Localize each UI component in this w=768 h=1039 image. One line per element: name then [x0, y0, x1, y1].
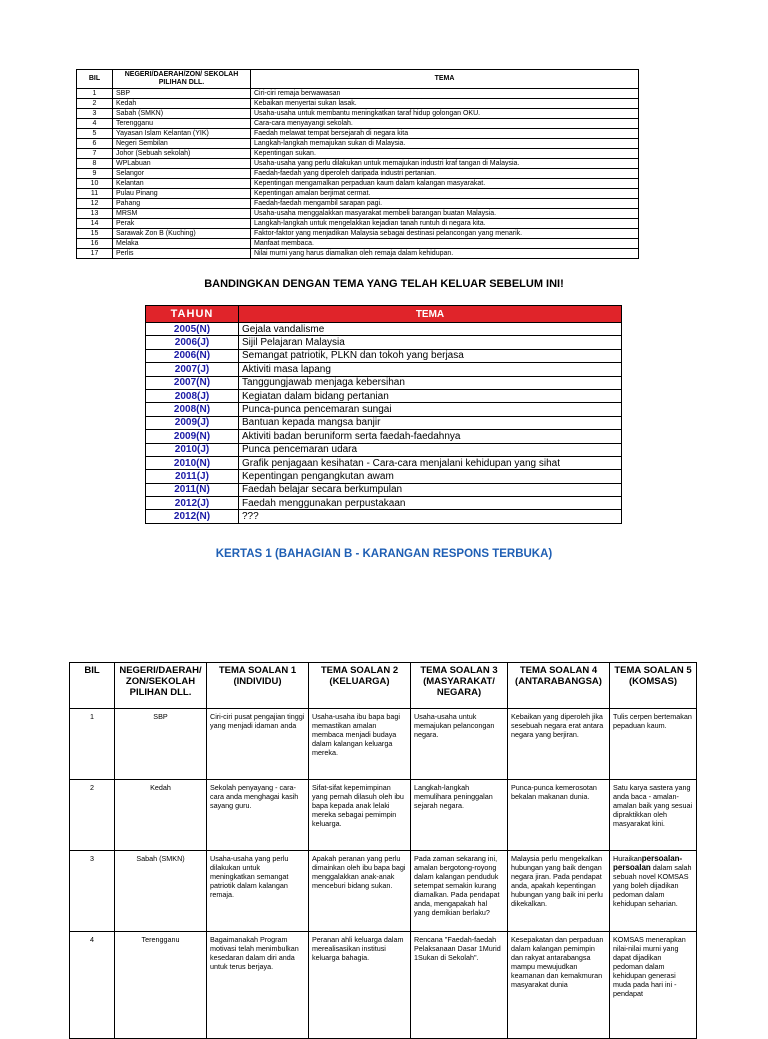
cell-bil: 16 — [77, 239, 113, 249]
table-row — [146, 363, 622, 376]
cell-tahun: 2010(N) — [146, 456, 239, 469]
table-row — [146, 336, 622, 349]
table-row — [77, 169, 639, 179]
cell-negeri: Negeri Sembilan — [113, 139, 251, 149]
cell-soalan-4: Punca-punca kemerosotan bekalan makanan dunia. — [508, 780, 610, 851]
text: dalam salah sebuah novel KOMSAS yang boleh dijadikan pedoman dalam kehidupan seharian. — [613, 863, 692, 908]
cell-negeri: Perak — [113, 219, 251, 229]
cell-tema: Kepentingan sukan. — [251, 149, 639, 159]
cell-tahun: 2006(N) — [146, 349, 239, 362]
cell-tahun: 2007(N) — [146, 376, 239, 389]
text: Huraikan — [613, 854, 642, 863]
table-row — [77, 229, 639, 239]
header-soalan-5: TEMA SOALAN 5 (KOMSAS) — [610, 663, 697, 709]
table-row — [146, 376, 622, 389]
table-header-row — [146, 306, 622, 323]
cell-soalan-5 — [610, 851, 697, 932]
table-row — [146, 470, 622, 483]
cell-tema: Gejala vandalisme — [239, 323, 622, 336]
table-row — [77, 99, 639, 109]
table-header-row — [77, 70, 639, 89]
cell-soalan-3: Langkah-langkah memulihara peninggalan sejarah negara. — [411, 780, 508, 851]
cell-bil: 1 — [77, 89, 113, 99]
cell-tema: Kepentingan mengamalkan perpaduan kaum dalam kalangan masyarakat. — [251, 179, 639, 189]
table-row — [146, 510, 622, 523]
cell-bil: 4 — [77, 119, 113, 129]
header-negeri: NEGERI/DAERAH/ ZON/SEKOLAH PILIHAN DLL. — [115, 663, 207, 709]
cell-soalan-2: Usaha-usaha ibu bapa bagi memastikan amalan membaca menjadi budaya dalam kalangan keluarga mereka. — [309, 709, 411, 780]
cell-tahun: 2011(J) — [146, 470, 239, 483]
cell-soalan-5: KOMSAS menerapkan nilai-nilai murni yang dapat dijadikan pedoman dalam kehidupan generasi muda pada hari ini - pendapat — [610, 932, 697, 1039]
table-row — [77, 109, 639, 119]
cell-tahun: 2005(N) — [146, 323, 239, 336]
cell-tema: Faktor-faktor yang menjadikan Malaysia sebagai destinasi pelancongan yang menarik. — [251, 229, 639, 239]
cell-tema: Usaha-usaha untuk membantu meningkatkan taraf hidup golongan OKU. — [251, 109, 639, 119]
cell-soalan-5: Tulis cerpen bertemakan pepaduan kaum. — [610, 709, 697, 780]
cell-tema: Langkah-langkah memajukan sukan di Malaysia. — [251, 139, 639, 149]
cell-tahun: 2008(N) — [146, 403, 239, 416]
cell-tema: Kepentingan amalan berjimat cermat. — [251, 189, 639, 199]
cell-negeri: Selangor — [113, 169, 251, 179]
cell-negeri: Kedah — [115, 780, 207, 851]
cell-tahun: 2012(N) — [146, 510, 239, 523]
table-row — [146, 456, 622, 469]
cell-bil: 14 — [77, 219, 113, 229]
cell-bil: 9 — [77, 169, 113, 179]
table-row — [77, 249, 639, 259]
cell-tema: Usaha-usaha menggalakkan masyarakat membeli barangan buatan Malaysia. — [251, 209, 639, 219]
cell-bil: 2 — [77, 99, 113, 109]
cell-bil: 13 — [77, 209, 113, 219]
cell-bil: 2 — [70, 780, 115, 851]
cell-tema: Ciri-ciri remaja berwawasan — [251, 89, 639, 99]
cell-tahun: 2010(J) — [146, 443, 239, 456]
table-row — [77, 189, 639, 199]
header-bil: BIL — [70, 663, 115, 709]
table-row — [146, 497, 622, 510]
cell-soalan-3: Usaha-usaha untuk memajukan pelancongan negara. — [411, 709, 508, 780]
cell-tema: Punca-punca pencemaran sungai — [239, 403, 622, 416]
table-row — [77, 209, 639, 219]
cell-bil: 10 — [77, 179, 113, 189]
cell-tema: Faedah-faedah mengambil sarapan pagi. — [251, 199, 639, 209]
cell-bil: 1 — [70, 709, 115, 780]
cell-tema: Semangat patriotik, PLKN dan tokoh yang berjasa — [239, 349, 622, 362]
table-row — [146, 403, 622, 416]
bold-keyword: persoalan-persoalan — [613, 854, 683, 872]
table-row — [77, 199, 639, 209]
table-body — [146, 323, 622, 524]
cell-negeri: Kelantan — [113, 179, 251, 189]
cell-tema: Kepentingan pengangkutan awam — [239, 470, 622, 483]
cell-soalan-1: Ciri-ciri pusat pengajian tinggi yang menjadi idaman anda — [207, 709, 309, 780]
cell-bil: 8 — [77, 159, 113, 169]
compare-heading: BANDINGKAN DENGAN TEMA YANG TELAH KELUAR SEBELUM INI! — [204, 278, 564, 290]
state-theme-table — [76, 69, 639, 259]
header-bil: BIL — [77, 70, 113, 89]
cell-negeri: Terengganu — [113, 119, 251, 129]
cell-soalan-1: Sekolah penyayang - cara-cara anda menghagai kasih sayang guru. — [207, 780, 309, 851]
cell-tema: Punca pencemaran udara — [239, 443, 622, 456]
cell-soalan-2: Peranan ahli keluarga dalam merealisasikan institusi keluarga bahagia. — [309, 932, 411, 1039]
table-row — [70, 932, 697, 1039]
cell-tahun: 2009(J) — [146, 416, 239, 429]
cell-soalan-3: Pada zaman sekarang ini, amalan bergotong-royong dalam kalangan penduduk setempat semakin kurang diamalkan. Pada pendapat anda, mengapakah hal yang demikian berlaku? — [411, 851, 508, 932]
cell-soalan-2: Apakah peranan yang perlu dimainkan oleh ibu bapa bagi menggalakkan anak-anak menceburi bidang sukan. — [309, 851, 411, 932]
table-body — [77, 89, 639, 259]
cell-tema: Tanggungjawab menjaga kebersihan — [239, 376, 622, 389]
table-header-row — [70, 663, 697, 709]
cell-negeri: SBP — [115, 709, 207, 780]
cell-tema: Kegiatan dalam bidang pertanian — [239, 389, 622, 402]
cell-negeri: Terengganu — [115, 932, 207, 1039]
cell-tema: ??? — [239, 510, 622, 523]
cell-tema: Aktiviti masa lapang — [239, 363, 622, 376]
cell-tema: Kebaikan menyertai sukan lasak. — [251, 99, 639, 109]
table-row — [146, 416, 622, 429]
cell-soalan-1: Bagaimanakah Program motivasi telah menimbulkan kesedaran dalam diri anda untuk terus berjaya. — [207, 932, 309, 1039]
cell-negeri: Sarawak Zon B (Kuching) — [113, 229, 251, 239]
table-row — [77, 179, 639, 189]
cell-soalan-4: Malaysia perlu mengekalkan hubungan yang baik dengan negara jiran. Pada pendapat anda, apakah kepentingan hubungan yang baik ini perlu dikekalkan. — [508, 851, 610, 932]
table-row — [70, 780, 697, 851]
cell-tahun: 2012(J) — [146, 497, 239, 510]
table-row — [146, 389, 622, 402]
cell-soalan-4: Kebaikan yang diperoleh jika sesebuah negara erat antara negara yang berjiran. — [508, 709, 610, 780]
cell-tema: Aktiviti badan beruniform serta faedah-faedahnya — [239, 430, 622, 443]
cell-soalan-5: Satu karya sastera yang anda baca - amalan-amalan baik yang sesuai dipraktikkan oleh masyarakat kini. — [610, 780, 697, 851]
table-row — [77, 149, 639, 159]
header-soalan-2: TEMA SOALAN 2 (KELUARGA) — [309, 663, 411, 709]
cell-negeri: Melaka — [113, 239, 251, 249]
table-row — [77, 219, 639, 229]
cell-tema: Sijil Pelajaran Malaysia — [239, 336, 622, 349]
past-themes-table — [145, 305, 622, 524]
table-row — [77, 139, 639, 149]
cell-negeri: Perlis — [113, 249, 251, 259]
cell-bil: 3 — [70, 851, 115, 932]
cell-bil: 5 — [77, 129, 113, 139]
table-row — [146, 443, 622, 456]
cell-tahun: 2008(J) — [146, 389, 239, 402]
cell-bil: 17 — [77, 249, 113, 259]
cell-soalan-3: Rencana "Faedah-faedah Pelaksanaan Dasar 1Murid 1Sukan di Sekolah". — [411, 932, 508, 1039]
cell-bil: 4 — [70, 932, 115, 1039]
header-soalan-3: TEMA SOALAN 3 (MASYARAKAT/ NEGARA) — [411, 663, 508, 709]
cell-tema: Faedah menggunakan perpustakaan — [239, 497, 622, 510]
header-soalan-1: TEMA SOALAN 1 (INDIVIDU) — [207, 663, 309, 709]
cell-tahun: 2011(N) — [146, 483, 239, 496]
table-row — [77, 119, 639, 129]
header-tema: TEMA — [239, 306, 622, 323]
cell-bil: 7 — [77, 149, 113, 159]
cell-negeri: Kedah — [113, 99, 251, 109]
cell-negeri: Pahang — [113, 199, 251, 209]
cell-tema: Langkah-langkah untuk mengelakkan kejadian tanah runtuh di negara kita. — [251, 219, 639, 229]
cell-tahun: 2009(N) — [146, 430, 239, 443]
cell-negeri: SBP — [113, 89, 251, 99]
cell-tema: Faedah melawat tempat bersejarah di negara kita — [251, 129, 639, 139]
essay-theme-table — [69, 662, 697, 1039]
cell-tahun: 2007(J) — [146, 363, 239, 376]
cell-tema: Usaha-usaha yang perlu dilakukan untuk memajukan industri kraf tangan di Malaysia. — [251, 159, 639, 169]
cell-bil: 12 — [77, 199, 113, 209]
cell-tema: Faedah-faedah yang diperoleh daripada industri pertanian. — [251, 169, 639, 179]
cell-negeri: Sabah (SMKN) — [115, 851, 207, 932]
table-row — [70, 709, 697, 780]
cell-tahun: 2006(J) — [146, 336, 239, 349]
cell-negeri: Yayasan Islam Kelantan (YIK) — [113, 129, 251, 139]
cell-negeri: Johor (Sebuah sekolah) — [113, 149, 251, 159]
cell-tema: Manfaat membaca. — [251, 239, 639, 249]
cell-bil: 3 — [77, 109, 113, 119]
cell-tema: Bantuan kepada mangsa banjir — [239, 416, 622, 429]
cell-tema: Faedah belajar secara berkumpulan — [239, 483, 622, 496]
cell-tema: Grafik penjagaan kesihatan - Cara-cara menjalani kehidupan yang sihat — [239, 456, 622, 469]
table-row — [77, 89, 639, 99]
table-row — [146, 430, 622, 443]
table-row — [77, 159, 639, 169]
table-row — [77, 129, 639, 139]
cell-soalan-1: Usaha-usaha yang perlu dilakukan untuk meningkatkan semangat patriotik dalam kalangan remaja. — [207, 851, 309, 932]
cell-bil: 6 — [77, 139, 113, 149]
cell-soalan-2: Sifat-sifat kepemimpinan yang pernah dilasuh oleh ibu bapa kepada anak lelaki mereka sebagai pemimpin keluarga. — [309, 780, 411, 851]
header-soalan-4: TEMA SOALAN 4 (ANTARABANGSA) — [508, 663, 610, 709]
cell-negeri: Pulau Pinang — [113, 189, 251, 199]
table-row — [146, 483, 622, 496]
cell-negeri: MRSM — [113, 209, 251, 219]
table-row — [70, 851, 697, 932]
cell-bil: 11 — [77, 189, 113, 199]
kertas-heading: KERTAS 1 (BAHAGIAN B - KARANGAN RESPONS TERBUKA) — [215, 548, 553, 560]
cell-negeri: Sabah (SMKN) — [113, 109, 251, 119]
cell-tema: Nilai murni yang harus diamalkan oleh remaja dalam kehidupan. — [251, 249, 639, 259]
table-row — [146, 349, 622, 362]
header-negeri: NEGERI/DAERAH/ZON/ SEKOLAH PILIHAN DLL. — [113, 70, 251, 89]
table-row — [77, 239, 639, 249]
header-tahun: TAHUN — [146, 306, 239, 323]
cell-tema: Cara-cara menyayangi sekolah. — [251, 119, 639, 129]
cell-soalan-4: Kesepakatan dan perpaduan dalam kalangan pemimpin dan rakyat antarabangsa mampu mewujudkan keamanan dan kemakmuran masyarakat dunia — [508, 932, 610, 1039]
cell-negeri: WPLabuan — [113, 159, 251, 169]
header-tema: TEMA — [251, 70, 639, 89]
table-row — [146, 323, 622, 336]
cell-bil: 15 — [77, 229, 113, 239]
